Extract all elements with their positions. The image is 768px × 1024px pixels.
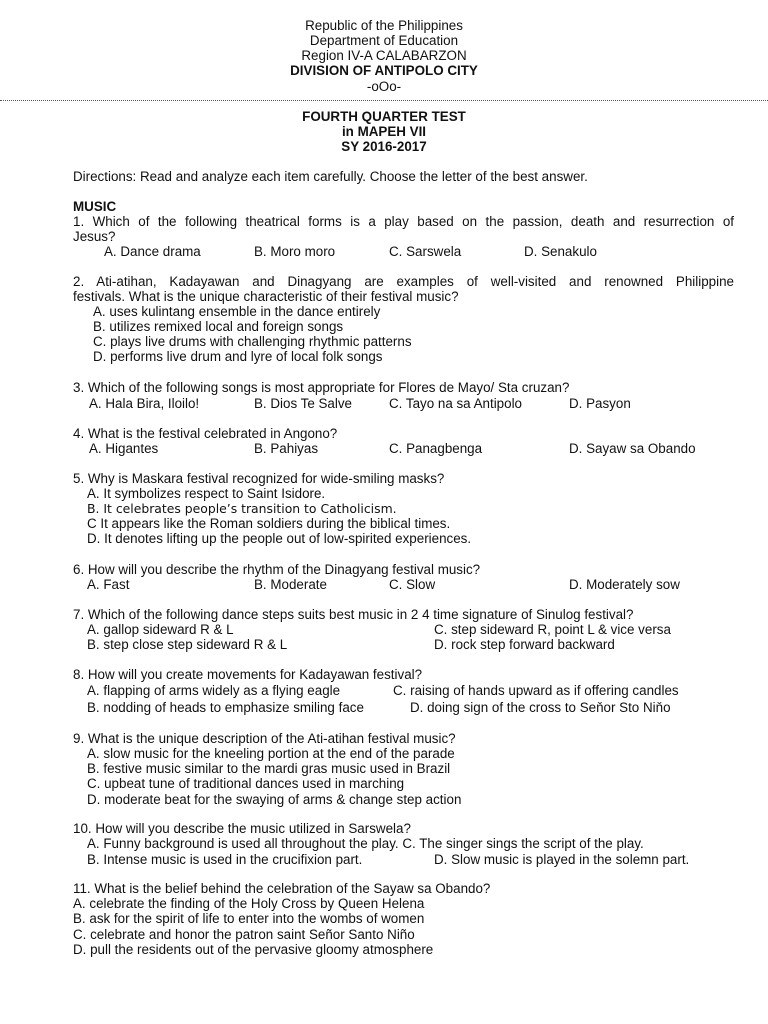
choice-b: B. Dios Te Salve (254, 396, 352, 411)
choice-b: B. Moro moro (254, 244, 336, 259)
choice-b: B. ask for the spirit of life to enter into the wombs of women (73, 911, 425, 926)
header-line-deped: Department of Education (309, 33, 459, 48)
choice-d: D. performs live drum and lyre of local folk songs (93, 349, 383, 364)
choice-a: A. uses kulintang ensemble in the dance entirely (93, 304, 381, 319)
choice-d: D. Moderately sow (569, 577, 680, 592)
dotted-divider (0, 100, 768, 101)
choice-d: D. moderate beat for the swaying of arms & change step action (87, 792, 462, 807)
choice-d: D. doing sign of the cross to Seňor Sto Niňo (410, 700, 671, 715)
choice-b: B. step close step sideward R & L (87, 637, 288, 652)
choice-b: B. Moderate (254, 577, 327, 592)
choice-b: B. Intense music is used in the crucifixion part. (87, 852, 363, 867)
choice-b: B. utilizes remixed local and foreign songs (93, 319, 344, 334)
choice-b: B. It celebrates people’s transition to Catholicism. (87, 501, 397, 516)
choice-a: A. flapping of arms widely as a flying eagle (87, 683, 341, 698)
header-line-republic: Republic of the Philippines (305, 18, 463, 33)
directions: Directions: Read and analyze each item carefully. Choose the letter of the best answer. (73, 169, 588, 184)
question-stem: 3. Which of the following songs is most appropriate for Flores de Mayo/ Sta cruzan? (73, 380, 570, 395)
question-stem: 11. What is the belief behind the celebration of the Sayaw sa Obando? (73, 881, 491, 896)
question-stem: 6. How will you describe the rhythm of the Dinagyang festival music? (73, 562, 481, 577)
choice-a-and-c: A. Funny background is used all throughout the play. C. The singer sings the script of the play. (87, 836, 644, 851)
choice-b: B. nodding of heads to emphasize smiling face (87, 700, 364, 715)
question-stem: Jesus? (73, 229, 116, 244)
choice-c: C. Tayo na sa Antipolo (389, 396, 523, 411)
choice-c: C. Panagbenga (389, 441, 483, 456)
choice-d: D. Slow music is played in the solemn part. (434, 852, 690, 867)
choice-d: D. It denotes lifting up the people out of low-spirited experiences. (87, 531, 472, 546)
choice-b: B. Pahiyas (254, 441, 319, 456)
question-stem: 8. How will you create movements for Kadayawan festival? (73, 667, 423, 682)
choice-d: D. pull the residents out of the pervasive gloomy atmosphere (73, 942, 434, 957)
question-stem: 1. Which of the following theatrical forms is a play based on the passion, death and resurrection of (73, 214, 734, 229)
choice-d: D. Sayaw sa Obando (569, 441, 696, 456)
question-stem: 7. Which of the following dance steps suits best music in 2 4 time signature of Sinulog festival? (73, 607, 634, 622)
section-heading: MUSIC (73, 199, 117, 214)
choice-b: B. festive music similar to the mardi gras music used in Brazil (87, 761, 451, 776)
choice-d: D. rock step forward backward (434, 637, 615, 652)
choice-a: A. slow music for the kneeling portion at the end of the parade (87, 746, 455, 761)
question-stem: 10. How will you describe the music utilized in Sarswela? (73, 821, 411, 836)
question-stem: 5. Why is Maskara festival recognized for wide-smiling masks? (73, 471, 445, 486)
header-division: DIVISION OF ANTIPOLO CITY (290, 63, 478, 78)
choice-c: C. celebrate and honor the patron saint Señor Santo Niño (73, 927, 415, 942)
choice-a: A. gallop sideward R & L (87, 622, 234, 637)
choice-a: A. Fast (87, 577, 130, 592)
header-line-region: Region IV-A CALABARZON (301, 48, 467, 63)
choice-c: C. Slow (389, 577, 436, 592)
test-subject: in MAPEH VII (341, 124, 427, 139)
question-stem: 9. What is the unique description of the Ati-atihan festival music? (73, 731, 456, 746)
choice-a: A. Hala Bira, Iloilo! (89, 396, 200, 411)
test-school-year: SY 2016-2017 (341, 139, 427, 154)
choice-c: C. step sideward R, point L & vice versa (434, 622, 671, 637)
question-stem: festivals. What is the unique characteristic of their festival music? (73, 289, 459, 304)
choice-c: C. plays live drums with challenging rhythmic patterns (93, 334, 412, 349)
choice-c: C. Sarswela (389, 244, 462, 259)
choice-c: C. upbeat tune of traditional dances used in marching (87, 776, 405, 791)
choice-c: C It appears like the Roman soldiers during the biblical times. (87, 516, 451, 531)
choice-a: A. It symbolizes respect to Saint Isidore. (87, 486, 326, 501)
choice-c: C. raising of hands upward as if offering candles (393, 683, 679, 698)
choice-d: D. Pasyon (569, 396, 631, 411)
choice-a: A. celebrate the finding of the Holy Cross by Queen Helena (73, 896, 425, 911)
header-ornament: -oOo- (366, 79, 402, 94)
question-stem: 2. Ati-atihan, Kadayawan and Dinagyang are examples of well-visited and renowned Philippine (73, 274, 734, 289)
choice-a: A. Dance drama (104, 244, 201, 259)
choice-d: D. Senakulo (524, 244, 597, 259)
question-stem: 4. What is the festival celebrated in Angono? (73, 426, 338, 441)
test-title: FOURTH QUARTER TEST (302, 109, 466, 124)
choice-a: A. Higantes (89, 441, 159, 456)
